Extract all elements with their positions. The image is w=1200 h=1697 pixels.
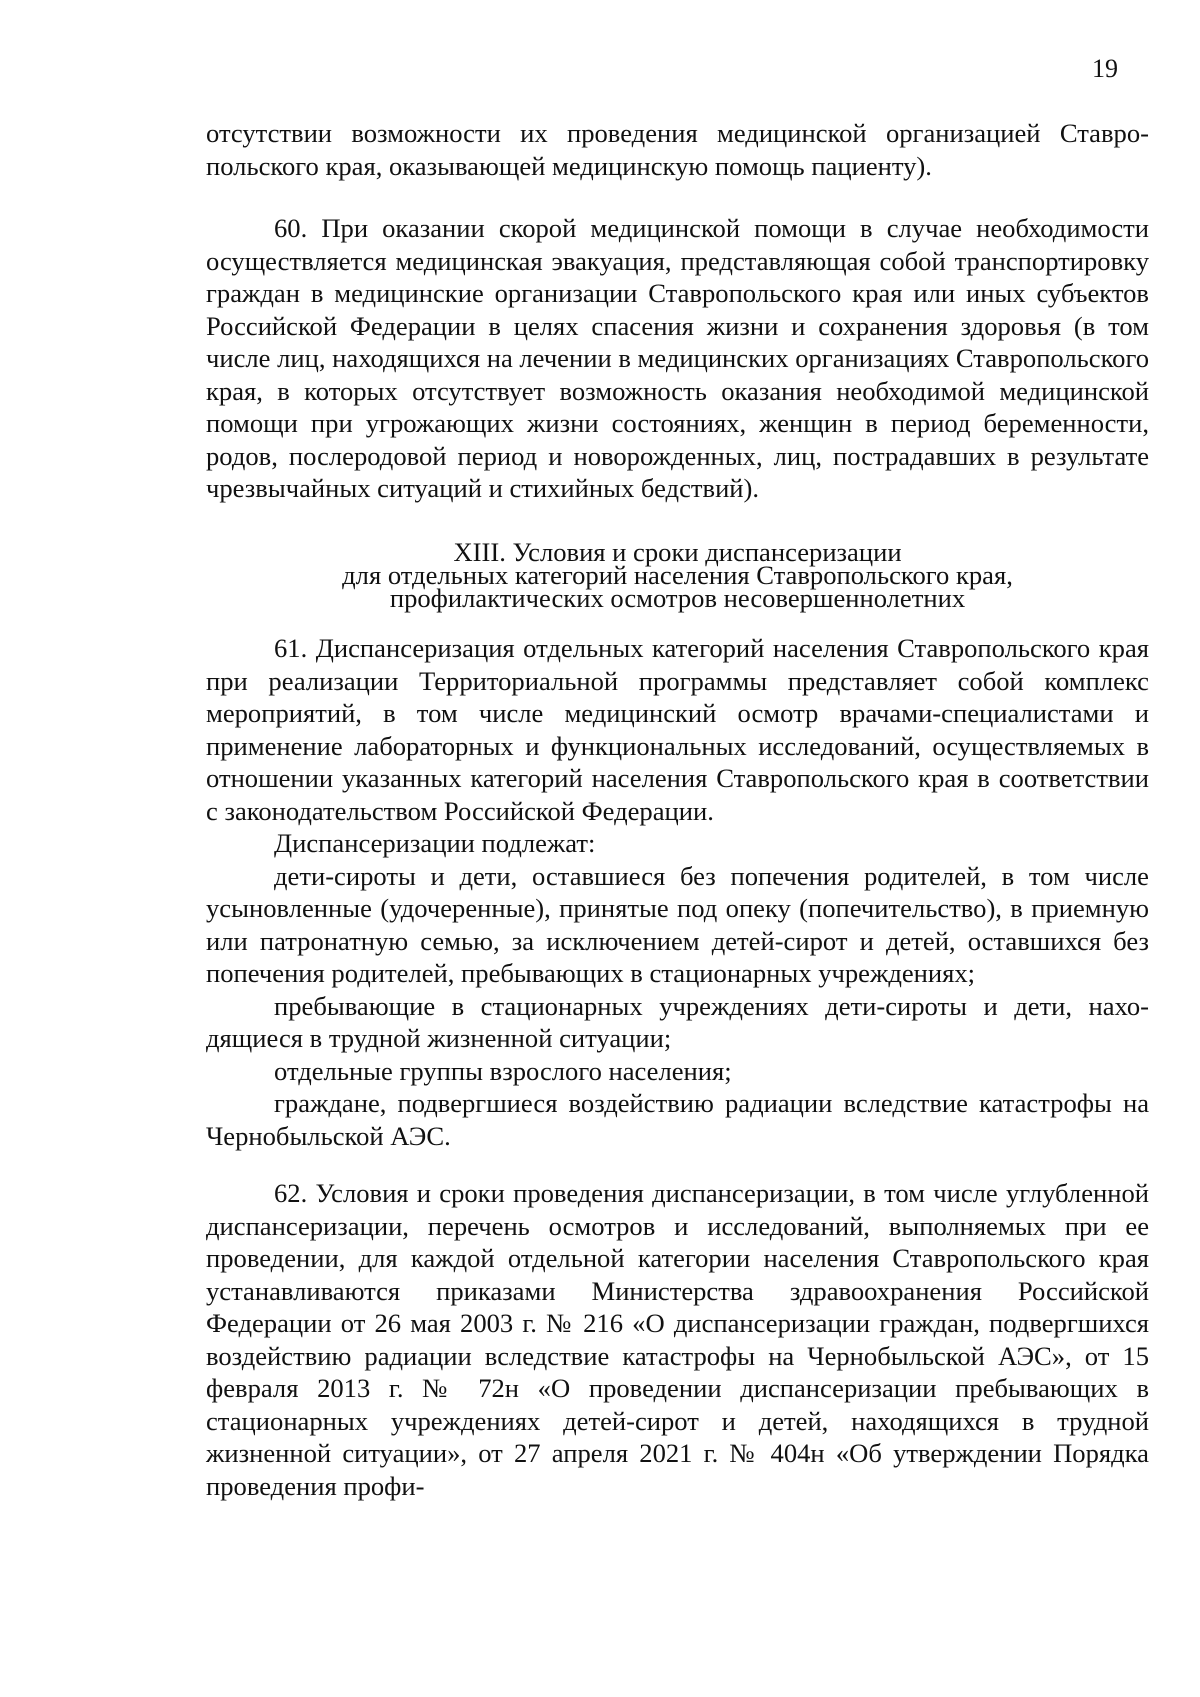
section-heading-line-1: XIII. Условия и сроки диспансеризации — [453, 537, 902, 567]
paragraph-62-block — [206, 1177, 1149, 1502]
paragraph-62: 62. Условия и сроки проведения диспансеризации, в том числе углубленной диспансеризации, перечень осмотров и исследований, выполняемых при ее проведении, для каждой отдельной категории населения Ставропольского края устанавливаются приказами Министерства здравоохранения Российской Федерации от 26 мая 2003 г. № 216 «О диспансеризации граждан, подвергшихся воздействию радиации вследствие катастрофы на Чернобыльской АЭС», от 15 февраля 2013 г. № 72н «О проведении диспансеризации пребывающих в стационарных учреждениях детей-сирот и детей, находящихся в трудной жизненной ситуации», от 27 апреля 2021 г. № 404н «Об утверждении Порядка проведения профи- — [206, 1178, 1149, 1501]
continuation-block — [206, 117, 1149, 182]
list-item: пребывающие в стационарных учреждениях дети-сироты и дети, находящиеся в трудной жизненной ситуации; — [206, 990, 1149, 1053]
section-heading-line-2: для отдельных категорий населения Ставропольского края, — [342, 560, 1013, 590]
paragraph-60: 60. При оказании скорой медицинской помощи в случае необходимости осуществляется медицинская эвакуация, представляющая собой транспортировку граждан в медицинские организации Ставропольского края или иных субъектов Российской Федерации в целях спасения жизни и сохранения здоровья (в том числе лиц, находящихся на лечении в медицинских организациях Ставропольского края, в которых отсутствует возможность оказания необходимой медицинской помощи при угрожающих жизни состояниях, женщин в период беременности, родов, послеродовой период и новорожденных, лиц, пострадавших в результате чрезвычайных ситуаций и стихийных бедствий). — [206, 213, 1149, 503]
list-item: дети-сироты и дети, оставшиеся без попечения родителей, в том числе усыновленные (удочеренные), принятые под опеку (попечительство), в приемную или патронатную семью, за исключением детей-сирот и детей, оставшихся без попечения родителей, пребывающих в стационарных учреждениях; — [206, 860, 1149, 988]
list-item: отдельные группы взрослого населения; — [274, 1055, 732, 1086]
paragraph-continuation: отсутствии возможности их проведения медицинской организацией Ставропольского края, оказывающей медицинскую помощь пациенту). — [206, 118, 1149, 181]
page-number: 19 — [1092, 54, 1118, 83]
section-heading — [206, 537, 1149, 613]
section-heading-line-3: профилактических осмотров несовершеннолетних — [389, 583, 966, 613]
paragraph-61-block — [206, 632, 1149, 1152]
list-intro: Диспансеризации подлежат: — [274, 828, 596, 858]
paragraph-60-block — [206, 212, 1149, 505]
paragraph-61: 61. Диспансеризация отдельных категорий населения Ставропольского края при реализации Территориальной программы представляет собой комплекс мероприятий, в том числе медицинский осмотр врачами-специалистами и применение лабораторных и функциональных исследований, осуществляемых в отношении указанных категорий населения Ставропольского края в соответствии с законодательством Российской Федерации. — [206, 633, 1149, 826]
list-item: граждане, подвергшиеся воздействию радиации вследствие катастрофы на Чернобыльской АЭС. — [206, 1088, 1149, 1151]
